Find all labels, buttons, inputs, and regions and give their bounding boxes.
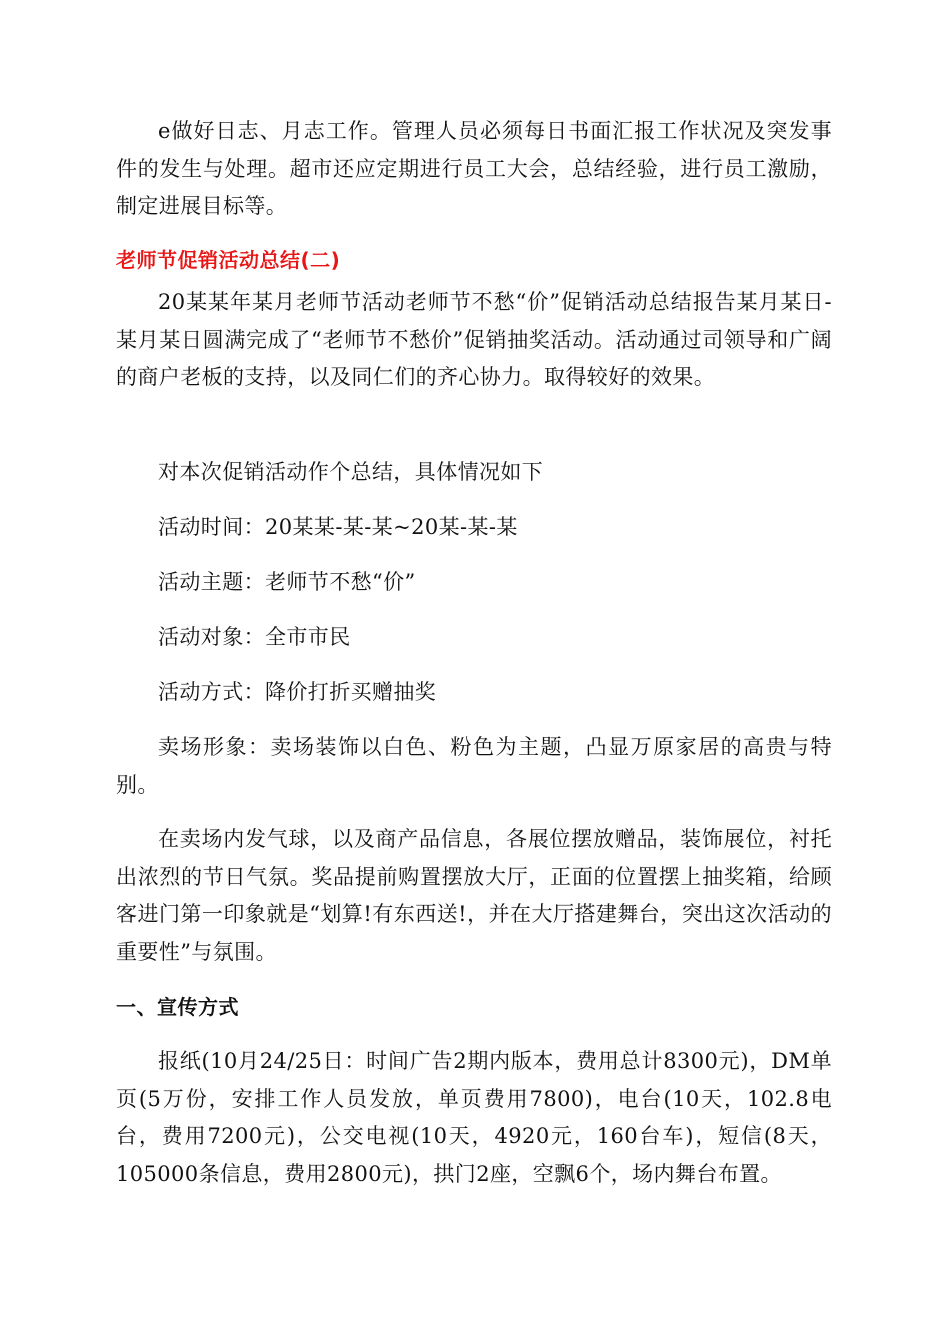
paragraph-media-costs: 报纸(10月24/25日：时间广告2期内版本，费用总计8300元)，DM单页(5万份，安排工作人员发放，单页费用7800)，电台(10天，102.8电台，费用7200元)，公交电视(10天，4920元，160台车)，短信(8天，105000条信息，费用2800元)，拱门2座，空飘6个，场内舞台布置。: [116, 1049, 832, 1186]
paragraph-activity-target: 活动对象：全市市民: [158, 625, 351, 649]
paragraph-activity-method: 活动方式：降价打折买赠抽奖: [158, 680, 437, 704]
paragraph-activity-theme: 活动主题：老师节不愁“价”: [158, 570, 416, 594]
paragraph-store-image: 卖场形象：卖场装饰以白色、粉色为主题，凸显万原家居的高贵与特别。: [116, 735, 832, 797]
paragraph-activity-time: 活动时间：20某某-某-某~20某-某-某: [158, 515, 518, 539]
paragraph-summary: 20某某年某月老师节活动老师节不愁“价”促销活动总结报告某月某日-某月某日圆满完成了“老师节不愁价”促销抽奖活动。活动通过司领导和广阔的商户老板的支持，以及同仁们的齐心协力。取得较好的效果。: [116, 290, 832, 389]
paragraph-store-decoration: 在卖场内发气球，以及商产品信息，各展位摆放赠品，装饰展位，衬托出浓烈的节日气氛。奖品提前购置摆放大厅，正面的位置摆上抽奖箱，给顾客进门第一印象就是“划算!有东西送!，并在大厅搭建舞台，突出这次活动的重要性”与氛围。: [116, 827, 832, 964]
subsection-title-promotion-methods: 一、宣传方式: [116, 995, 239, 1019]
paragraph-intro: e做好日志、月志工作。管理人员必须每日书面汇报工作状况及突发事件的发生与处理。超市还应定期进行员工大会，总结经验，进行员工激励，制定进展目标等。: [116, 119, 832, 218]
paragraph-overview: 对本次促销活动作个总结，具体情况如下: [158, 460, 544, 484]
section-title-teachers-day-summary: 老师节促销活动总结(二): [116, 248, 341, 272]
